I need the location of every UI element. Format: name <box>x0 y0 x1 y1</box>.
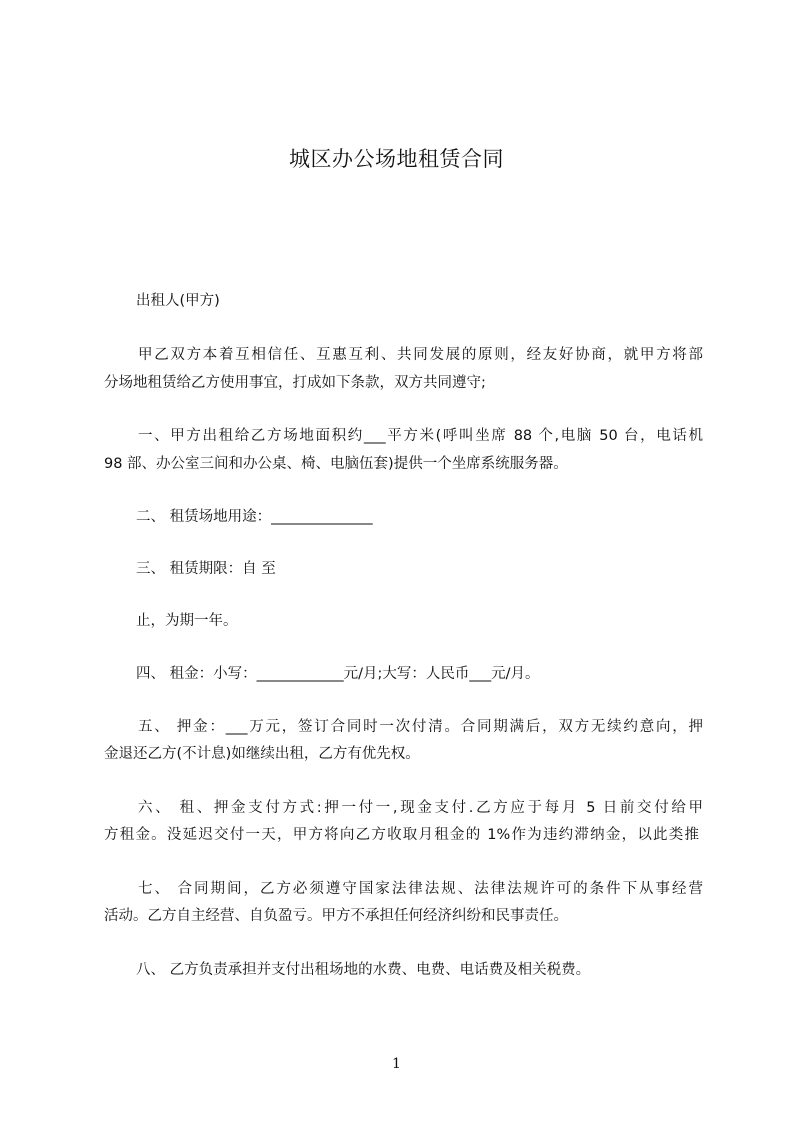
page-number: 1 <box>392 1056 401 1072</box>
clause-2-line: 二、 租赁场地用途：______________ <box>136 509 373 525</box>
clause-7-line-1: 七、 合同期间，乙方必须遵守国家法律法规、法律法规许可的条件下从事经营 <box>138 881 703 897</box>
clause-5-line-1: 五、 押金：___万元，签订合同时一次付清。合同期满后，双方无续约意向，押 <box>138 719 703 735</box>
clause-1-line-1: 一、甲方出租给乙方场地面积约___平方米(呼叫坐席 88 个,电脑 50 台，电话机 <box>138 428 703 444</box>
clause-6-line-2: 方租金。没延迟交付一天，甲方将向乙方收取月租金的 1%作为违约滞纳金，以此类推 <box>104 827 699 843</box>
document-title: 城区办公场地租赁合同 <box>289 147 504 171</box>
clause-4-line: 四、 租金：小写：____________元/月;大写：人民币___元/月。 <box>136 666 540 682</box>
preamble-line-2: 分场地租赁给乙方使用事宜，打成如下条款，双方共同遵守; <box>104 375 486 391</box>
clause-8-line: 八、 乙方负责承担并支付出租场地的水费、电费、电话费及相关税费。 <box>136 962 591 978</box>
clause-7-line-2: 活动。乙方自主经营、自负盈亏。甲方不承担任何经济纠纷和民事责任。 <box>104 908 568 924</box>
preamble-line-1: 甲乙双方本着互相信任、互惠互利、共同发展的原则，经友好协商，就甲方将部 <box>138 347 703 363</box>
clause-3-line: 三、 租赁期限：自 至 <box>136 561 276 577</box>
lessor-line: 出租人(甲方) <box>136 293 220 309</box>
clause-3-continuation-line: 止，为期一年。 <box>136 613 238 629</box>
clause-6-line-1: 六、 租、押金支付方式:押一付一,现金支付.乙方应于每月 5 日前交付给甲 <box>138 800 703 816</box>
clause-5-line-2: 金退还乙方(不计息)如继续出租，乙方有优先权。 <box>104 746 420 762</box>
clause-1-line-2: 98 部、办公室三间和办公桌、椅、电脑伍套)提供一个坐席系统服务器。 <box>104 456 568 472</box>
